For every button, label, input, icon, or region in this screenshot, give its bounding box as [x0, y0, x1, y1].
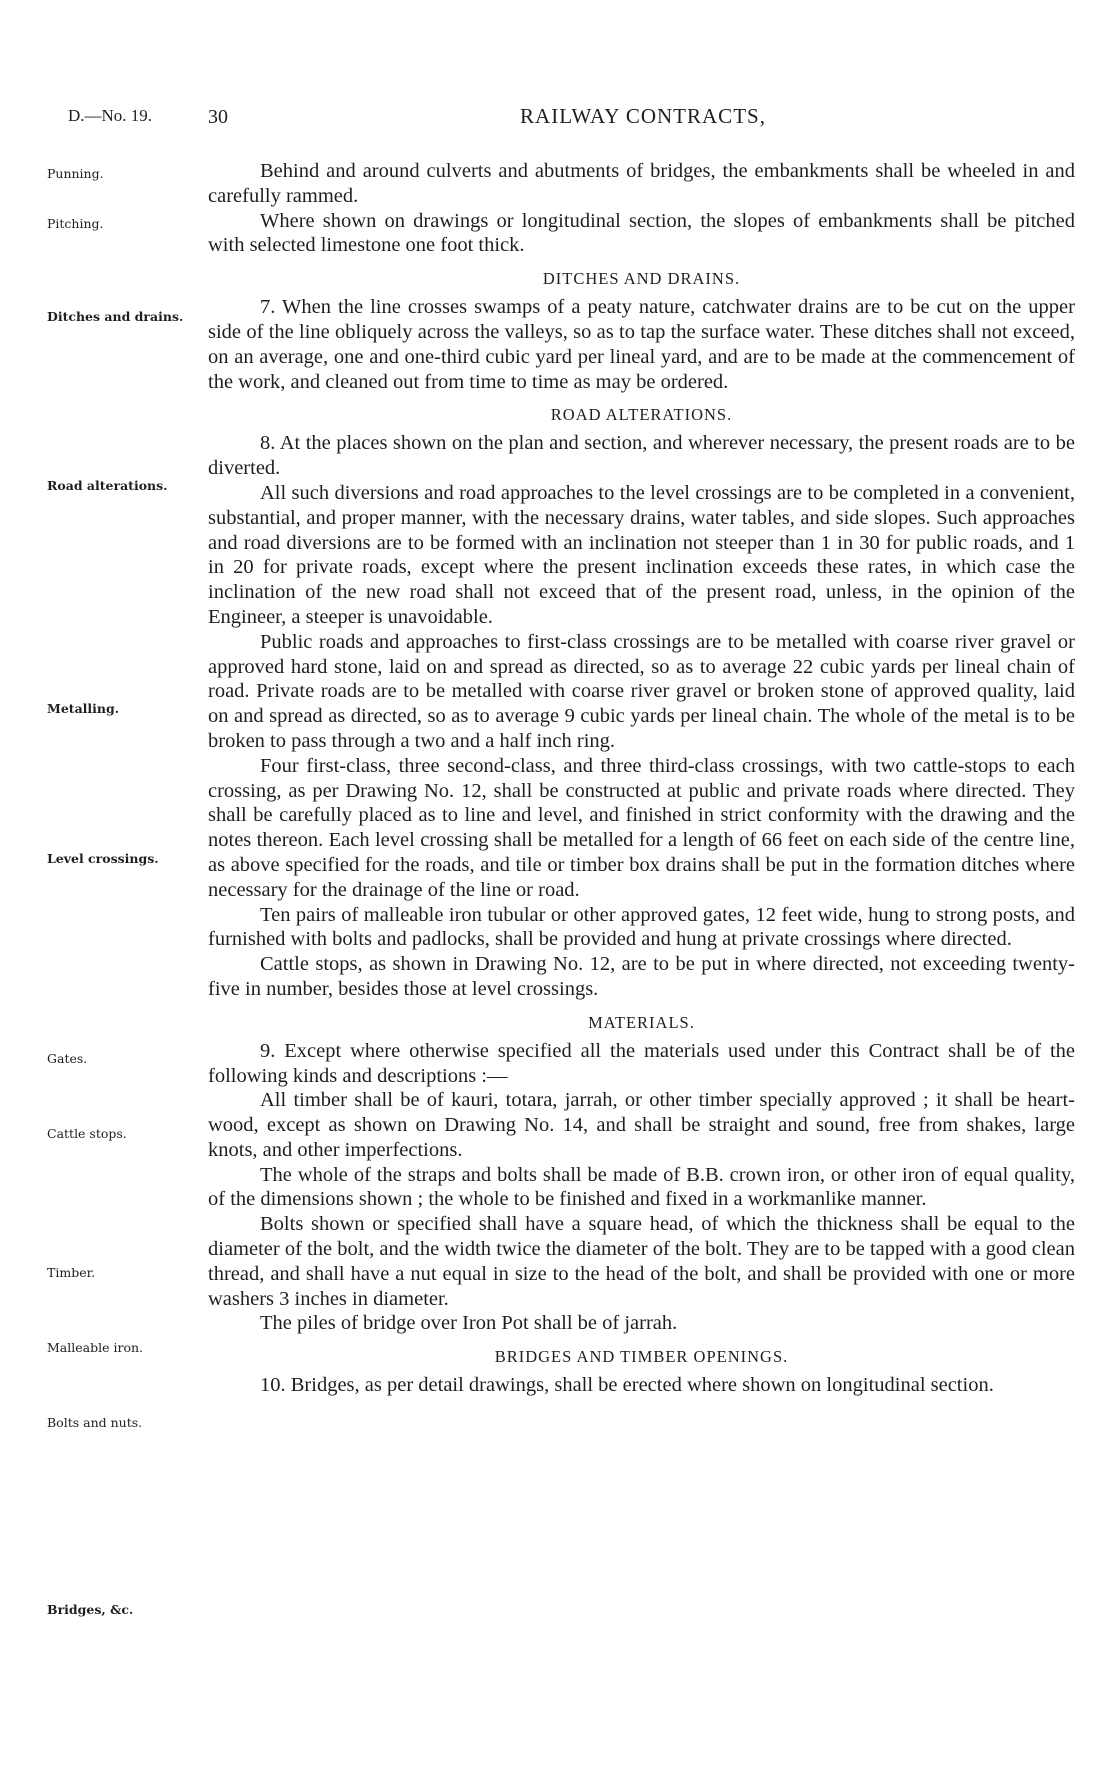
section-heading-bridges: BRIDGES AND TIMBER OPENINGS.	[494, 1347, 789, 1367]
margin-note-ditches: Ditches and drains.	[47, 309, 184, 324]
margin-note-road-alterations: Road alterations.	[47, 478, 168, 493]
margin-note-gates: Gates.	[47, 1051, 88, 1066]
paragraph-ditches: 7. When the line crosses swamps of a peaty nature, catchwater drains are to be cut on the upper side of the line obliquely across the valleys, so as to tap the surface water. These ditches shall not exceed, on an average, one and one-third cubic yard per lineal yard, and are to be made at the commencement of the work, and cleaned out from time to time as may be ordered.	[208, 296, 1075, 393]
paragraph-timber: All timber shall be of kauri, totara, jarrah, or other timber specially approved ; it shall be heart-wood, except as shown on Drawing No. 14, and shall be straight and sound, free from shakes, large knots, and other imperfections.	[208, 1089, 1075, 1161]
running-title: RAILWAY CONTRACTS,	[520, 104, 766, 128]
section-heading-ditches: DITCHES AND DRAINS.	[542, 269, 741, 289]
paragraph-road-diversion: 8. At the places shown on the plan and section, and wherever necessary, the present roads are to be diverted.	[208, 432, 1075, 480]
body-text	[208, 159, 1075, 1398]
margin-note-punning: Punning.	[47, 166, 104, 181]
margin-note-timber: Timber.	[47, 1265, 96, 1280]
page-number: 30	[208, 106, 228, 128]
margin-note-level-crossings: Level crossings.	[47, 851, 159, 866]
paragraph-gates: Ten pairs of malleable iron tubular or other approved gates, 12 feet wide, hung to strong posts, and furnished with bolts and padlocks, shall be provided and hung at private crossings where directed.	[208, 903, 1075, 951]
paragraph-metalling: Public roads and approaches to first-class crossings are to be metalled with coarse river gravel or approved hard stone, laid on and spread as directed, so as to average 22 cubic yards per lineal chain of road. Private roads are to be metalled with coarse river gravel or broken stone of approved quality, laid on and spread as directed, so as to average 9 cubic yards per lineal chain. The whole of the metal is to be broken to pass through a two and a half inch ring.	[208, 630, 1075, 752]
paragraph-materials: 9. Except where otherwise specified all the materials used under this Contract shall be of the following kinds and descriptions :—	[208, 1039, 1075, 1087]
paragraph-road-approaches: All such diversions and road approaches to the level crossings are to be completed in a convenient, substantial, and proper manner, with the necessary drains, water tables, and side slopes. Such approaches and road diversions are to be formed with an inclination not steeper than 1 in 30 for public roads, and 1 in 20 for private roads, except where the present inclination exceeds these rates, in which case the inclination of the new road shall not exceed that of the present road, unless, in the opinion of the Engineer, a steeper is unavoidable.	[208, 481, 1075, 628]
margin-note-bridges: Bridges, &c.	[47, 1602, 134, 1617]
margin-note-malleable-iron: Malleable iron.	[47, 1340, 143, 1355]
document-reference: D.—No. 19.	[68, 106, 153, 125]
margin-note-bolts-and-nuts: Bolts and nuts.	[47, 1415, 143, 1430]
section-heading-materials: MATERIALS.	[588, 1012, 695, 1032]
paragraph-pitching: Where shown on drawings or longitudinal section, the slopes of embankments shall be pitched with selected limestone one foot thick.	[208, 209, 1075, 257]
paragraph-cattle-stops: Cattle stops, as shown in Drawing No. 12, are to be put in where directed, not exceeding twenty-five in number, besides those at level crossings.	[208, 953, 1075, 1000]
paragraph-malleable-iron: The whole of the straps and bolts shall be made of B.B. crown iron, or other iron of equal quality, of the dimensions shown ; the whole to be finished and fixed in a workmanlike manner.	[208, 1163, 1075, 1211]
section-heading-road-alterations: ROAD ALTERATIONS.	[550, 405, 733, 425]
paragraph-punning: Behind and around culverts and abutments of bridges, the embankments shall be wheeled in and carefully rammed.	[208, 160, 1075, 207]
paragraph-bolts-and-nuts: Bolts shown or specified shall have a square head, of which the thickness shall be equal to the diameter of the bolt, and the width twice the diameter of the bolt. They are to be tapped with a good clean thread, and shall have a nut equal in size to the head of the bolt, and shall be provided with one or more washers 3 inches in diameter.	[208, 1213, 1075, 1310]
paragraph-piles: The piles of bridge over Iron Pot shall be of jarrah.	[260, 1312, 678, 1335]
margin-note-pitching: Pitching.	[47, 216, 104, 231]
margin-note-cattle-stops: Cattle stops.	[47, 1126, 127, 1141]
margin-note-metalling: Metalling.	[47, 701, 120, 716]
paragraph-level-crossings: Four first-class, three second-class, and three third-class crossings, with two cattle-stops to each crossing, as per Drawing No. 12, shall be constructed at public and private roads where directed. They shall be carefully placed as to line and level, and finished in strict conformity with the drawing and the notes thereon. Each level crossing shall be metalled for a length of 66 feet on each side of the centre line, as above specified for the roads, and tile or timber box drains shall be put in the formation ditches where necessary for the drainage of the line or road.	[208, 754, 1075, 901]
paragraph-bridges: 10. Bridges, as per detail drawings, shall be erected where shown on longitudinal section.	[260, 1374, 994, 1397]
